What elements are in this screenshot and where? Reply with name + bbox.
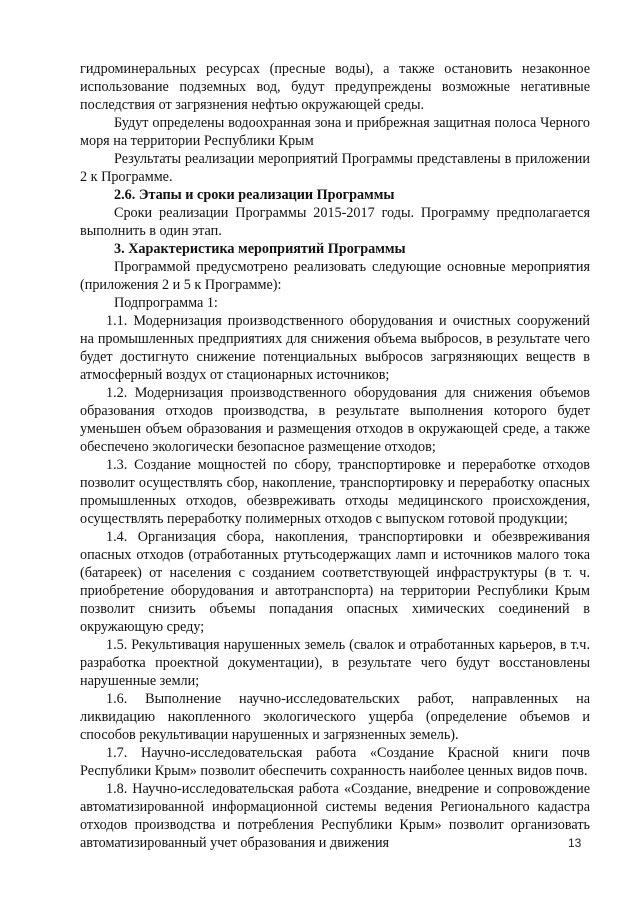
measure-1-2: 1.2. Модернизация производственного оборудования для снижения объемов образования отходов производства, в результате выполнения которого будет уменьшен объем образования и размещения отходов в окружающей среде, а также обеспечено экологически безопасное размещение отходов; <box>80 385 590 455</box>
paragraph-water-protection-zone: Будут определены водоохранная зона и прибрежная защитная полоса Черного моря на территории Республики Крым <box>80 115 590 149</box>
page-number: 13 <box>568 836 582 850</box>
page-body <box>80 60 590 852</box>
measure-1-7: 1.7. Научно-исследовательская работа «Создание Красной книги почв Республики Крым» позволит обеспечить сохранность наиболее ценных видов почв. <box>80 745 590 779</box>
section-heading-stages: 2.6. Этапы и сроки реализации Программы <box>114 187 395 203</box>
measure-1-6: 1.6. Выполнение научно-исследовательских работ, направленных на ликвидацию накопленного экологического ущерба (определение объемов и способов рекультивации нарушенных и загрязненных земель). <box>80 691 590 743</box>
measure-1-1: 1.1. Модернизация производственного оборудования и очистных сооружений на промышленных предприятиях для снижения объема выбросов, в результате чего будет достигнуто снижение потенциальных выбросов загрязняющих веществ в атмосферный воздух от стационарных источников; <box>80 313 590 383</box>
paragraph-results: Результаты реализации мероприятий Программы представлены в приложении 2 к Программе. <box>80 151 590 185</box>
measure-1-8: 1.8. Научно-исследовательская работа «Создание, внедрение и сопровождение автоматизированной информационной системы ведения Регионального кадастра отходов производства и потребления Республики Крым» позволит организовать автоматизированный учет образования и движения <box>80 781 590 851</box>
measure-1-3: 1.3. Создание мощностей по сбору, транспортировке и переработке отходов позволит осуществлять сбор, накопление, транспортировку и переработку опасных промышленных отходов, обезвреживать отходы медицинского происхождения, осуществлять переработку полимерных отходов с выпуском готовой продукции; <box>80 457 590 527</box>
section-heading-measures: 3. Характеристика мероприятий Программы <box>114 241 406 257</box>
paragraph-timeline: Сроки реализации Программы 2015-2017 годы. Программу предполагается выполнить в один этап. <box>80 205 590 239</box>
paragraph-main-measures: Программой предусмотрено реализовать следующие основные мероприятия (приложения 2 и 5 к Программе): <box>80 259 590 293</box>
measure-1-5: 1.5. Рекультивация нарушенных земель (свалок и отработанных карьеров, в т.ч. разработка проектной документации), в результате чего будут восстановлены нарушенные земли; <box>80 637 590 689</box>
paragraph-continuation: гидроминеральных ресурсах (пресные воды), а также остановить незаконное использование подземных вод, будут предупреждены возможные негативные последствия от загрязнения нефтью окружающей среды. <box>80 61 590 113</box>
subprogram-label: Подпрограмма 1: <box>114 295 218 311</box>
measure-1-4: 1.4. Организация сбора, накопления, транспортировки и обезвреживания опасных отходов (отработанных ртутьсодержащих ламп и источников малого тока (батареек) от населения с созданием соответствующей инфраструктуры (в т. ч. приобретение оборудования и автотранспорта) на территории Республики Крым позволит снизить объемы попадания опасных химических соединений в окружающую среду; <box>80 529 590 635</box>
